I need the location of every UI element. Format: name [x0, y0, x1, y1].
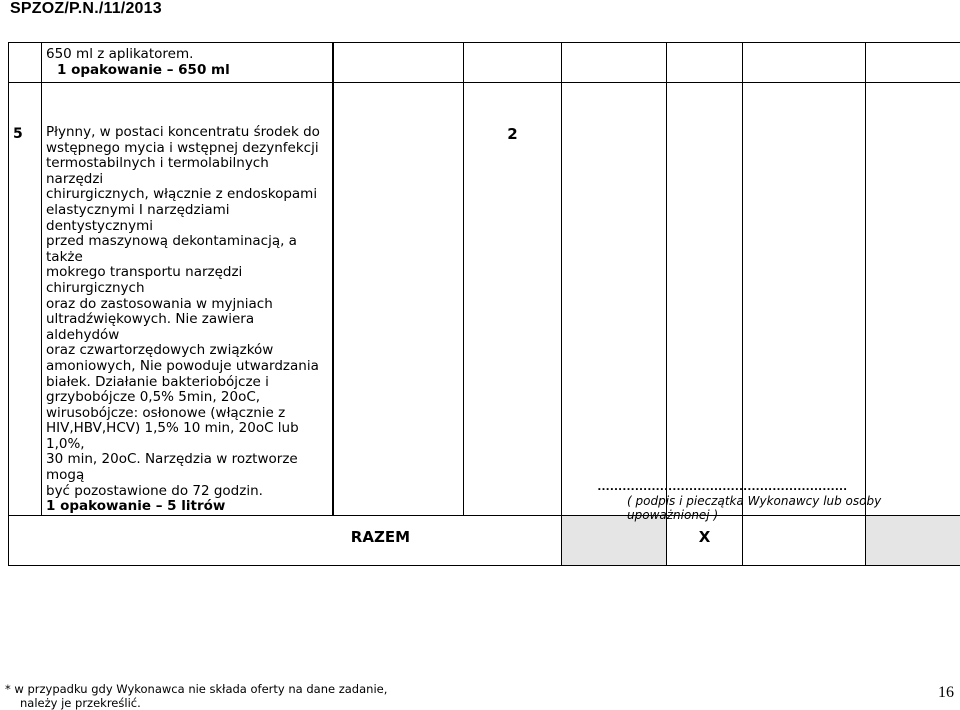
item-number: 5	[9, 83, 41, 142]
description-line: mokrego transportu narzędzi chirurgicznych	[46, 265, 328, 296]
description-line: termostabilnych i termolabilnych narzędzi	[46, 156, 328, 187]
footer-note-line: * w przypadku gdy Wykonawca nie składa oferty na dane zadanie,	[5, 682, 387, 696]
footer-note	[5, 682, 387, 710]
cell-razem	[9, 515, 562, 565]
table-row-summary	[9, 515, 960, 565]
description-line: oraz czwartorzędowych związków	[46, 343, 328, 359]
description-line: ultradźwiękowych. Nie zawiera aldehydów	[46, 312, 328, 343]
cell-x	[667, 515, 743, 565]
description-line: grzybobójcze 0,5% 5min, 20oC,	[46, 390, 328, 406]
document-code: SPZOZ/P.N./11/2013	[10, 0, 162, 18]
cell-item-description	[42, 83, 333, 516]
continued-packaging: 1 opakowanie – 650 ml	[46, 63, 328, 79]
signature-caption: ( podpis i pieczątka Wykonawcy lub osoby upoważnionej )	[627, 494, 960, 522]
summary-x-mark: X	[667, 516, 742, 546]
description-line: HIV,HBV,HCV) 1,5% 10 min, 20oC lub 1,0%,	[46, 421, 328, 452]
description-line: przed maszynową dekontaminacją, a także	[46, 234, 328, 265]
cell-total	[743, 515, 866, 565]
cell-shaded	[866, 515, 960, 565]
description-line: chirurgicznych, włącznie z endoskopami	[46, 187, 328, 203]
cell-description-continued	[42, 43, 333, 83]
description-line: 30 min, 20oC. Narzędzia w roztworze mogą	[46, 452, 328, 483]
description-line: wirusobójcze: osłonowe (włącznie z	[46, 406, 328, 422]
page-number: 16	[938, 684, 954, 702]
description-line: wstępnego mycia i wstępnej dezynfekcji	[46, 141, 328, 157]
signature-line: ……………………………………………………	[597, 478, 847, 493]
table-row-item-5	[9, 83, 960, 516]
cell-item-number	[9, 83, 42, 516]
item-packaging: 1 opakowanie – 5 litrów	[46, 499, 328, 515]
description-line: amoniowych, Nie powoduje utwardzania	[46, 359, 328, 375]
table-row-continued	[9, 43, 960, 83]
cell-empty	[9, 43, 42, 83]
footer-note-line: należy je przekreślić.	[5, 696, 387, 710]
cell-quantity	[464, 83, 562, 516]
description-line: elastycznymi I narzędziami dentystycznymi	[46, 203, 328, 234]
description-line: być pozostawione do 72 godzin.	[46, 484, 328, 500]
summary-label: RAZEM	[9, 516, 561, 546]
description-line: białek. Działanie bakteriobójcze i	[46, 375, 328, 391]
item-quantity: 2	[464, 83, 561, 143]
continued-line: 650 ml z aplikatorem.	[46, 47, 328, 63]
description-line: Płynny, w postaci koncentratu środek do	[46, 125, 328, 141]
cell-shaded	[562, 515, 667, 565]
description-line: oraz do zastosowania w myjniach	[46, 297, 328, 313]
